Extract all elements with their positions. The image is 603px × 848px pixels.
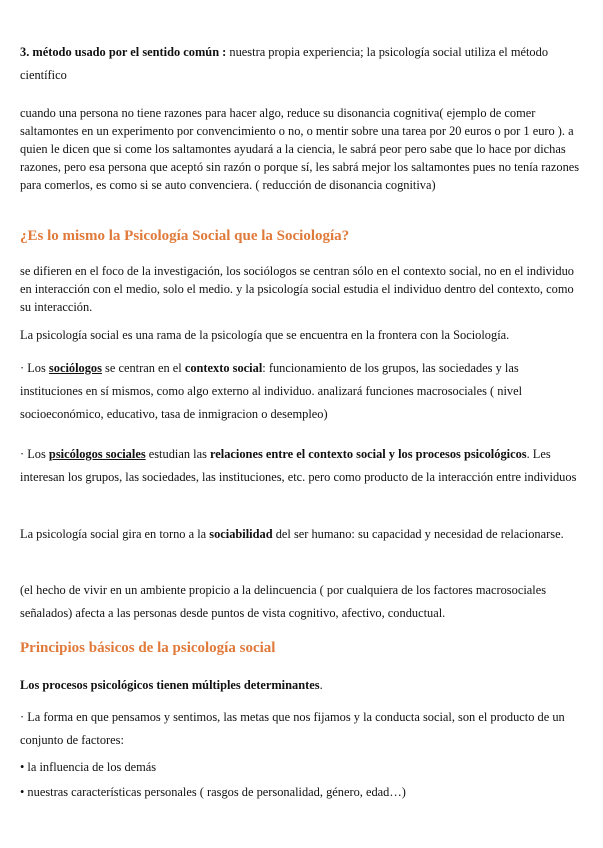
- paragraph-determinantes: [20, 676, 580, 694]
- psicologos-mid: estudian las: [145, 447, 210, 461]
- sociologos-pre: · Los: [20, 361, 49, 375]
- sociologos-rest: : funcionamiento de los grupos, las sociedades y las instituciones en sí mismos, como algo externo al individuo. analizará funciones macrosociales ( nivel socioeconómico, educativo, tasa de inmigracion o desempleo): [20, 361, 523, 421]
- heading-principios-text: Principios básicos de la psicología social: [20, 640, 276, 656]
- determinantes-bold: Los procesos psicológicos tienen múltiples determinantes: [20, 678, 320, 692]
- determinantes-rest: .: [319, 678, 323, 692]
- heading-principios-basicos: [20, 638, 580, 658]
- paragraph-factores: · La forma en que pensamos y sentimos, las metas que nos fijamos y la conducta social, son el producto de un conjunto de factores:: [20, 710, 565, 747]
- sociologos-focus: contexto social: [184, 361, 263, 375]
- sociologos-mid: se centran en el: [101, 361, 185, 375]
- psicologos-focus: relaciones entre el contexto social y los procesos psicológicos: [210, 447, 527, 461]
- paragraph-sociologos: [20, 357, 580, 426]
- paragraph-rama-psicologia: La psicología social es una rama de la psicología que se encuentra en la frontera con la Sociología.: [20, 328, 510, 342]
- paragraph-sociabilidad: [20, 523, 580, 546]
- list-item: • nuestras características personales ( rasgos de personalidad, género, edad…): [20, 785, 406, 799]
- sociabilidad-rest: del ser humano: su capacidad y necesidad de relacionarse.: [272, 527, 564, 541]
- paragraph-diferencias-foco: se difieren en el foco de la investigación, los sociólogos se centran sólo en el contexto social, no en el individuo en interacción con el medio, solo el medio. y la psicología social estudia el individuo dentro del contexto, como su interacción.: [20, 264, 574, 314]
- item-text: nuestra propia experiencia; la psicología social utiliza el método científico: [20, 45, 549, 82]
- paragraph-psicologos-sociales: [20, 443, 580, 489]
- sociologos-subject: sociólogos: [48, 361, 102, 375]
- heading-psicologia-vs-sociologia: ¿Es lo mismo la Psicología Social que la Sociología?: [20, 228, 350, 244]
- psicologos-subject: psicólogos sociales: [48, 447, 146, 461]
- item-number: 3.: [20, 45, 30, 59]
- paragraph-disonancia-cognitiva: cuando una persona no tiene razones para hacer algo, reduce su disonancia cognitiva( ejemplo de comer saltamontes en un experimento por convencimiento o no, o mentir sobre una tarea por 20 euros o por 1 euro ). a quien le dicen que si come los saltamontes ayudará a la ciencia, le sabrá peor pero sabe que lo hace por dichas razones, pero esa persona que aceptó sin razón o porque sí, les sabrá mejor los saltamontes pues no tenía razones para comerlos, es como si se auto convenciera. ( reducción de disonancia cognitiva): [20, 106, 580, 192]
- item-lead: método usado por el sentido común :: [32, 45, 227, 59]
- psicologos-pre: · Los: [20, 447, 49, 461]
- psicologos-rest: . Les interesan los grupos, las sociedades, las instituciones, etc. pero como producto de la interacción entre individuos: [20, 447, 577, 484]
- paragraph-ambiente-delincuencia: (el hecho de vivir en un ambiente propicio a la delincuencia ( por cualquiera de los factores macrosociales señalados) afecta a las personas desde puntos de vista cognitivo, afectivo, conductual.: [20, 583, 547, 620]
- sociabilidad-bold: sociabilidad: [209, 527, 273, 541]
- sociabilidad-pre: La psicología social gira en torno a la: [20, 527, 210, 541]
- paragraph-metodo-sentido-comun: [20, 41, 580, 87]
- list-item: • la influencia de los demás: [20, 760, 157, 774]
